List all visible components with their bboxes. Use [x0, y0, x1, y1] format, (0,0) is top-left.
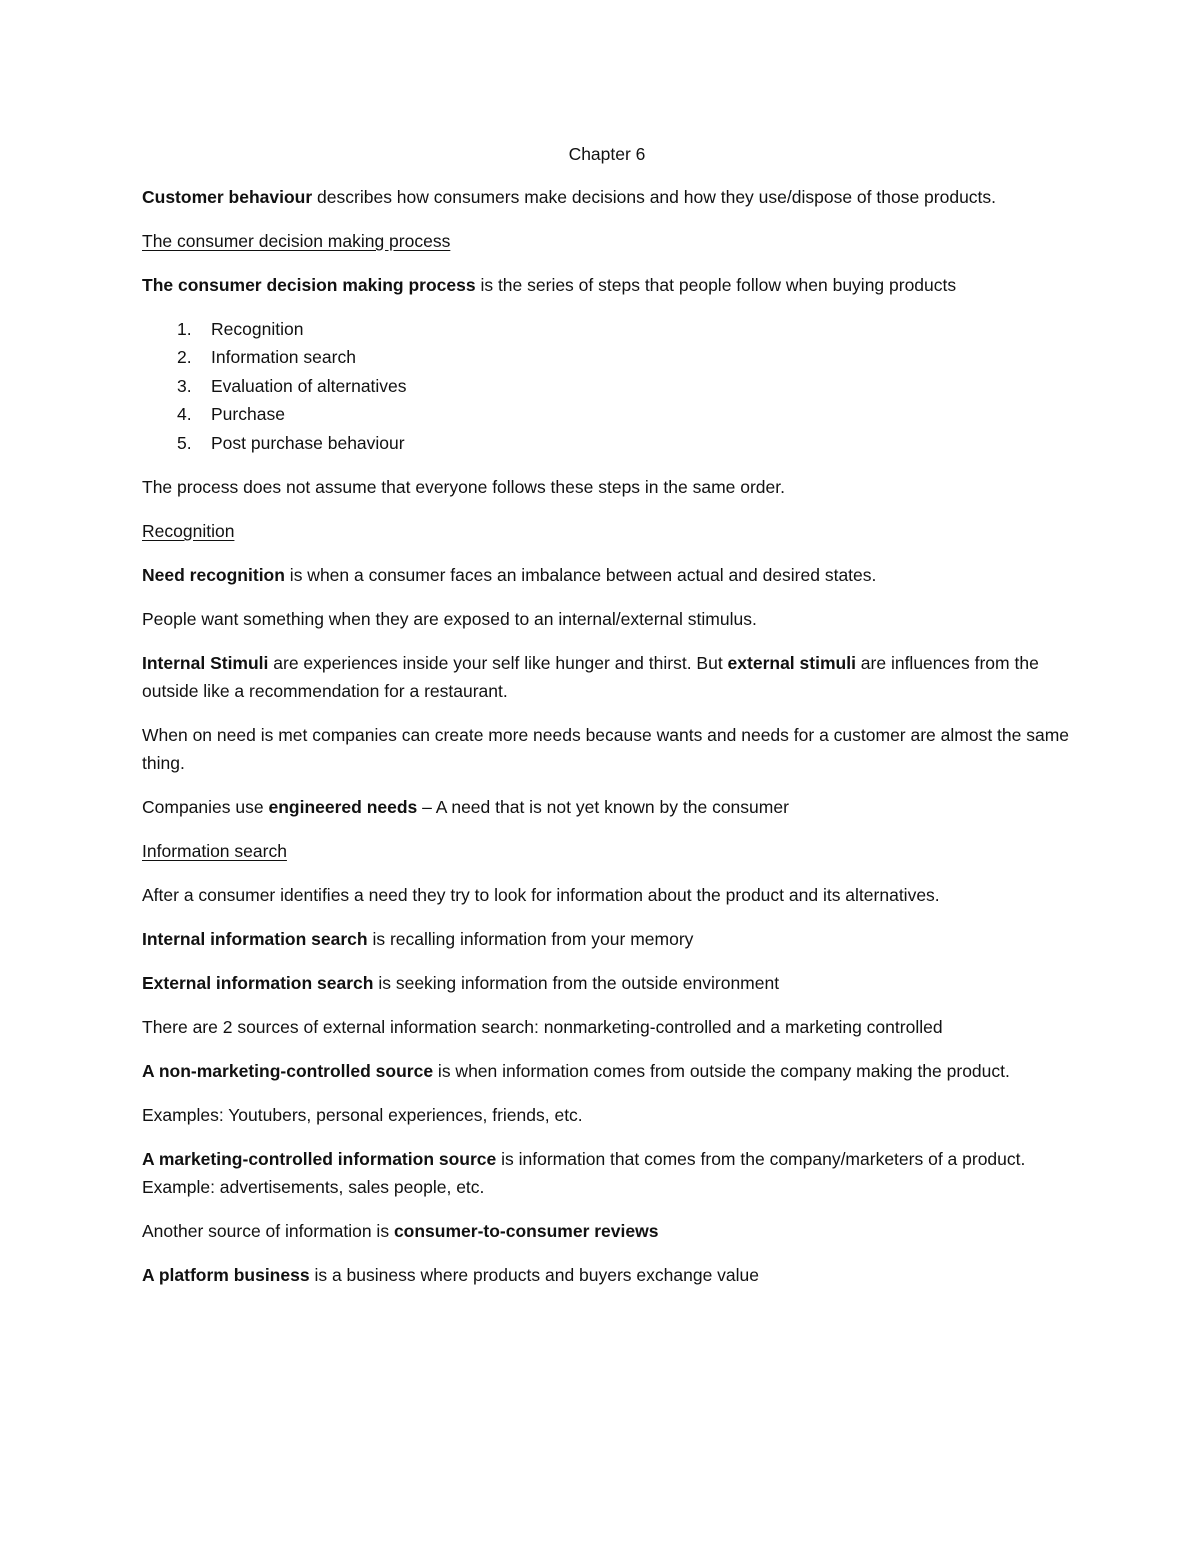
- definition-text: is seeking information from the outside environment: [373, 973, 780, 994]
- definition-text: is a business where products and buyers exchange value: [309, 1265, 760, 1286]
- list-item: [142, 372, 1072, 400]
- paragraph-stimulus: People want something when they are exposed to an internal/external stimulus.: [142, 609, 757, 630]
- term-non-marketing-controlled-source: A non-marketing-controlled source: [142, 1061, 434, 1082]
- paragraph-two-sources: There are 2 sources of external information search: nonmarketing-controlled and a marketing controlled: [142, 1017, 943, 1038]
- paragraph-internal-search: [142, 925, 1072, 953]
- definition-text: – A need that is not yet known by the consumer: [417, 797, 789, 818]
- list-label: Evaluation of alternatives: [211, 375, 407, 396]
- term-consumer-reviews: consumer-to-consumer reviews: [393, 1221, 659, 1242]
- definition-text: is the series of steps that people follow when buying products: [475, 275, 957, 295]
- term-need-recognition: Need recognition: [142, 565, 285, 586]
- page-title: Chapter 6: [568, 144, 646, 164]
- section-heading-decision-process: The consumer decision making process: [142, 231, 451, 251]
- paragraph-identifies-need: After a consumer identifies a need they try to look for information about the product and its alternatives.: [142, 885, 940, 906]
- term-internal-information-search: Internal information search: [142, 929, 368, 950]
- paragraph-platform-business: [142, 1261, 1072, 1289]
- paragraph-examples: Examples: Youtubers, personal experiences, friends, etc.: [142, 1105, 583, 1126]
- paragraph-process-order: The process does not assume that everyone follows these steps in the same order.: [142, 477, 785, 498]
- paragraph-need-recognition: [142, 561, 1072, 589]
- term-marketing-controlled-source: A marketing-controlled information source: [142, 1149, 497, 1170]
- list-item: [142, 429, 1072, 457]
- list-label: Information search: [211, 347, 356, 368]
- term-customer-behaviour: Customer behaviour: [142, 187, 313, 207]
- definition-text: are influences from the outside like a recommendation for a restaurant.: [142, 653, 1039, 702]
- list-number: 3.: [177, 375, 192, 396]
- paragraph-decision-process: [142, 271, 1072, 299]
- body-text: Companies use: [142, 797, 269, 818]
- definition-text: is recalling information from your memory: [367, 929, 694, 950]
- definition-text: are experiences inside your self like hunger and thirst. But: [268, 653, 728, 674]
- paragraph-non-marketing-source: [142, 1057, 1072, 1085]
- body-text: Another source of information is: [142, 1221, 394, 1242]
- paragraph-needs-met: When on need is met companies can create more needs because wants and needs for a customer are almost the same thing.: [142, 725, 1070, 774]
- term-engineered-needs: engineered needs: [268, 797, 418, 818]
- definition-text: is when a consumer faces an imbalance between actual and desired states.: [284, 565, 877, 586]
- list-number: 1.: [177, 319, 192, 339]
- document-page: [142, 140, 1072, 1305]
- definition-text: describes how consumers make decisions and how they use/dispose of those products.: [312, 187, 997, 207]
- list-item: [142, 343, 1072, 371]
- steps-list: [142, 315, 1072, 457]
- list-item: [142, 315, 1072, 343]
- definition-text: is when information comes from outside the company making the product.: [433, 1061, 1010, 1082]
- list-item: [142, 400, 1072, 428]
- section-heading-information-search: Information search: [142, 841, 287, 862]
- list-label: Recognition: [211, 319, 304, 339]
- term-external-stimuli: external stimuli: [727, 653, 856, 674]
- list-label: Purchase: [211, 404, 285, 425]
- list-number: 2.: [177, 347, 192, 368]
- paragraph-external-search: [142, 969, 1072, 997]
- paragraph-reviews: [142, 1217, 1072, 1245]
- section-heading-recognition: Recognition: [142, 521, 235, 542]
- list-number: 5.: [177, 432, 192, 453]
- term-decision-process: The consumer decision making process: [142, 275, 476, 295]
- paragraph-marketing-source: [142, 1145, 1072, 1201]
- term-platform-business: A platform business: [142, 1265, 310, 1286]
- definition-text: is information that comes from the company/marketers of a product. Example: advertisements, sales people, etc.: [142, 1149, 1026, 1198]
- paragraph-stimuli: [142, 649, 1072, 705]
- term-internal-stimuli: Internal Stimuli: [142, 653, 269, 674]
- list-label: Post purchase behaviour: [211, 432, 405, 453]
- paragraph-customer-behaviour: [142, 183, 1072, 211]
- paragraph-engineered-needs: [142, 793, 1072, 821]
- list-number: 4.: [177, 404, 192, 425]
- term-external-information-search: External information search: [142, 973, 374, 994]
